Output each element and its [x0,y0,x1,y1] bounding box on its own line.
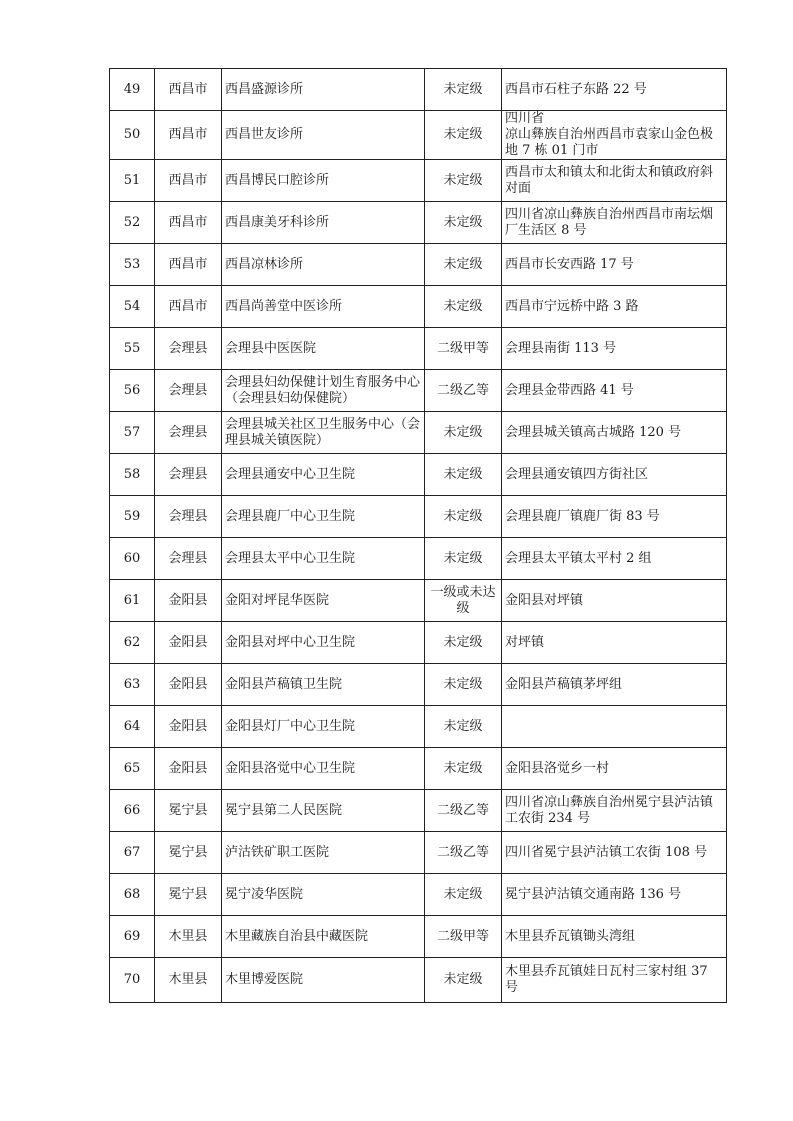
table-row [110,202,727,244]
row-city: 金阳县 [155,706,222,748]
row-hospital-name: 会理县鹿厂中心卫生院 [222,496,425,538]
row-hospital-name: 会理县中医医院 [222,328,425,370]
table-row [110,790,727,832]
table-row [110,286,727,328]
table-row [110,111,727,160]
row-address: 木里县乔瓦镇娃日瓦村三家村组 37 号 [502,958,727,1003]
table-row [110,538,727,580]
table-row [110,244,727,286]
row-city: 西昌市 [155,286,222,328]
row-hospital-name: 西昌尚善堂中医诊所 [222,286,425,328]
row-hospital-name: 金阳县对坪中心卫生院 [222,622,425,664]
row-address: 四川省凉山彝族自治州西昌市南坛烟厂生活区 8 号 [502,202,727,244]
hospital-table-body [110,69,727,1003]
row-number: 61 [110,580,155,622]
row-grade: 二级乙等 [425,832,502,874]
row-address: 木里县乔瓦镇锄头湾组 [502,916,727,958]
row-grade: 未定级 [425,706,502,748]
row-city: 金阳县 [155,748,222,790]
row-address [502,706,727,748]
table-row [110,664,727,706]
row-address: 冕宁县泸沽镇交通南路 136 号 [502,874,727,916]
table-row [110,916,727,958]
row-number: 69 [110,916,155,958]
row-grade: 二级乙等 [425,370,502,412]
row-number: 51 [110,160,155,202]
row-number: 60 [110,538,155,580]
row-address: 会理县太平镇太平村 2 组 [502,538,727,580]
row-number: 55 [110,328,155,370]
row-city: 会理县 [155,328,222,370]
row-city: 西昌市 [155,69,222,111]
row-hospital-name: 金阳县洛觉中心卫生院 [222,748,425,790]
row-grade: 未定级 [425,454,502,496]
row-hospital-name: 会理县通安中心卫生院 [222,454,425,496]
row-number: 54 [110,286,155,328]
row-number: 66 [110,790,155,832]
row-number: 64 [110,706,155,748]
row-number: 49 [110,69,155,111]
row-city: 木里县 [155,958,222,1003]
row-hospital-name: 西昌盛源诊所 [222,69,425,111]
row-address: 四川省凉山彝族自治州冕宁县泸沽镇工农街 234 号 [502,790,727,832]
row-address: 金阳县芦稿镇茅坪组 [502,664,727,706]
row-number: 67 [110,832,155,874]
row-hospital-name: 金阳县灯厂中心卫生院 [222,706,425,748]
row-address: 四川省 凉山彝族自治州西昌市袁家山金色极地 7 栋 01 门市 [502,111,727,160]
table-row [110,622,727,664]
row-address: 四川省冕宁县泸沽镇工农街 108 号 [502,832,727,874]
row-grade: 未定级 [425,286,502,328]
table-row [110,328,727,370]
row-hospital-name: 西昌凉林诊所 [222,244,425,286]
row-city: 会理县 [155,496,222,538]
row-city: 西昌市 [155,202,222,244]
row-hospital-name: 金阳对坪昆华医院 [222,580,425,622]
row-grade: 未定级 [425,538,502,580]
table-row [110,496,727,538]
row-hospital-name: 木里藏族自治县中藏医院 [222,916,425,958]
table-row [110,370,727,412]
row-grade: 未定级 [425,160,502,202]
row-grade: 一级或未达级 [425,580,502,622]
row-address: 会理县金带西路 41 号 [502,370,727,412]
row-address: 西昌市宁远桥中路 3 路 [502,286,727,328]
row-number: 62 [110,622,155,664]
row-number: 63 [110,664,155,706]
row-address: 会理县鹿厂镇鹿厂街 83 号 [502,496,727,538]
row-number: 65 [110,748,155,790]
row-hospital-name: 西昌世友诊所 [222,111,425,160]
row-hospital-name: 西昌博民口腔诊所 [222,160,425,202]
row-city: 西昌市 [155,244,222,286]
row-address: 西昌市石柱子东路 22 号 [502,69,727,111]
row-city: 冕宁县 [155,790,222,832]
table-row [110,706,727,748]
table-row [110,958,727,1003]
row-grade: 未定级 [425,748,502,790]
table-row [110,160,727,202]
row-grade: 二级乙等 [425,790,502,832]
row-number: 70 [110,958,155,1003]
row-address: 金阳县对坪镇 [502,580,727,622]
table-row [110,748,727,790]
row-grade: 未定级 [425,202,502,244]
table-row [110,832,727,874]
hospital-table [109,68,727,1003]
row-grade: 未定级 [425,664,502,706]
row-city: 金阳县 [155,580,222,622]
row-grade: 未定级 [425,244,502,286]
row-grade: 未定级 [425,496,502,538]
row-hospital-name: 会理县太平中心卫生院 [222,538,425,580]
row-hospital-name: 冕宁凌华医院 [222,874,425,916]
row-city: 冕宁县 [155,832,222,874]
row-city: 会理县 [155,454,222,496]
row-grade: 未定级 [425,412,502,454]
row-grade: 未定级 [425,874,502,916]
row-number: 52 [110,202,155,244]
table-row [110,69,727,111]
row-grade: 二级甲等 [425,916,502,958]
row-grade: 未定级 [425,111,502,160]
row-city: 冕宁县 [155,874,222,916]
row-address: 会理县南街 113 号 [502,328,727,370]
row-city: 金阳县 [155,664,222,706]
row-grade: 未定级 [425,69,502,111]
row-address: 西昌市长安西路 17 号 [502,244,727,286]
row-number: 56 [110,370,155,412]
row-hospital-name: 金阳县芦稿镇卫生院 [222,664,425,706]
table-row [110,580,727,622]
row-hospital-name: 会理县妇幼保健计划生育服务中心（会理县妇幼保健院） [222,370,425,412]
row-number: 53 [110,244,155,286]
row-city: 会理县 [155,538,222,580]
row-number: 59 [110,496,155,538]
row-number: 58 [110,454,155,496]
row-number: 68 [110,874,155,916]
table-row [110,412,727,454]
row-city: 木里县 [155,916,222,958]
row-hospital-name: 冕宁县第二人民医院 [222,790,425,832]
row-hospital-name: 木里博爱医院 [222,958,425,1003]
row-address: 对坪镇 [502,622,727,664]
row-address: 西昌市太和镇太和北街太和镇政府斜对面 [502,160,727,202]
row-city: 金阳县 [155,622,222,664]
row-city: 会理县 [155,412,222,454]
row-city: 西昌市 [155,160,222,202]
table-row [110,874,727,916]
row-grade: 二级甲等 [425,328,502,370]
row-number: 57 [110,412,155,454]
row-grade: 未定级 [425,958,502,1003]
row-address: 会理县城关镇高古城路 120 号 [502,412,727,454]
row-address: 金阳县洛觉乡一村 [502,748,727,790]
row-address: 会理县通安镇四方街社区 [502,454,727,496]
row-city: 西昌市 [155,111,222,160]
row-hospital-name: 泸沽铁矿职工医院 [222,832,425,874]
row-hospital-name: 会理县城关社区卫生服务中心（会理县城关镇医院） [222,412,425,454]
row-hospital-name: 西昌康美牙科诊所 [222,202,425,244]
row-number: 50 [110,111,155,160]
table-row [110,454,727,496]
row-city: 会理县 [155,370,222,412]
row-grade: 未定级 [425,622,502,664]
